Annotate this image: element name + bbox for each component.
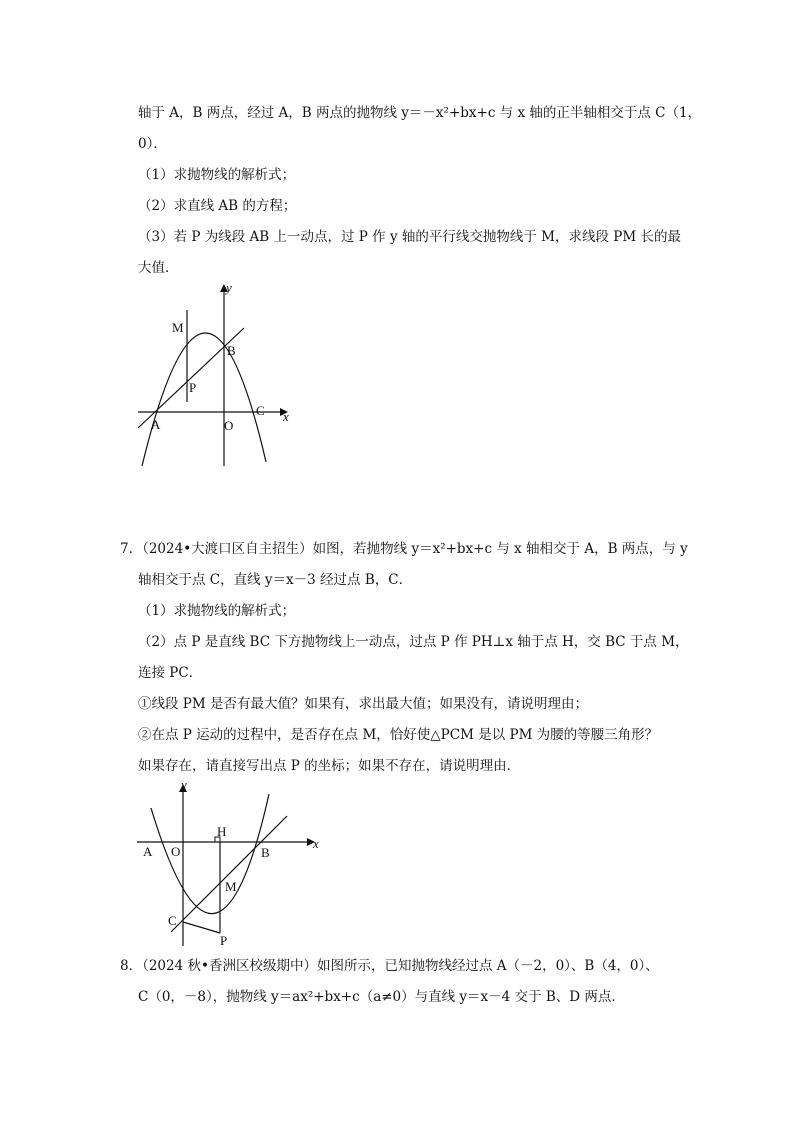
q7-line-bc <box>171 816 287 932</box>
q7-label-p: P <box>220 933 228 948</box>
q7-item-2-line-1: ②在点 P 运动的过程中，是否存在点 M，恰好使△PCM 是以 PM 为腰的等腰三角形？ <box>138 727 659 743</box>
q6-subquestion-1: （1）求抛物线的解析式； <box>138 167 296 183</box>
q6-subquestion-3-line-1: （3）若 P 为线段 AB 上一动点，过 P 作 y 轴的平行线交抛物线于 M，求线段 PM 长的最 <box>138 229 681 245</box>
q7-subquestion-2-line-2: 连接 PC． <box>138 665 203 681</box>
q7-subquestion-1: （1）求抛物线的解析式； <box>138 603 296 619</box>
q7-label-y: y <box>181 778 187 792</box>
q6-text-line-2: 0）． <box>138 136 167 152</box>
q6-label-b: B <box>227 343 236 358</box>
q6-figure <box>130 280 300 470</box>
q7-segment-pc <box>183 922 220 933</box>
q7-label-o: O <box>171 844 181 859</box>
q6-text-line-1: 轴于 A，B 两点，经过 A，B 两点的抛物线 y＝－x²+bx+c 与 x 轴的正半轴相交于点 C（1， <box>138 105 702 121</box>
q6-label-x: x <box>283 409 289 424</box>
q6-subquestion-2: （2）求直线 AB 的方程； <box>138 198 297 214</box>
q6-label-y: y <box>226 280 232 295</box>
q7-label-c: C <box>168 913 177 928</box>
q8-text-line-1: 8．（2024 秋•香洲区校级期中）如图所示，已知抛物线经过点 A（－2，0）、B（4，0）、 <box>120 958 659 974</box>
q6-label-p: P <box>189 380 197 395</box>
q7-label-m: M <box>225 879 237 894</box>
q6-label-m: M <box>172 320 184 335</box>
q7-item-1: ①线段 PM 是否有最大值？如果有，求出最大值；如果没有，请说明理由； <box>138 696 588 712</box>
q6-label-o: O <box>224 418 234 433</box>
q8-text-line-2: C（0，－8），抛物线 y＝ax²+bx+c（a≠0）与直线 y＝x－4 交于 B、D 两点． <box>138 989 625 1005</box>
q7-label-b: B <box>261 845 270 860</box>
q7-label-h: H <box>217 824 227 839</box>
q7-label-x: x <box>313 836 319 851</box>
q7-parabola <box>151 794 269 914</box>
q7-figure <box>135 778 335 948</box>
q7-subquestion-2-line-1: （2）点 P 是直线 BC 下方抛物线上一动点，过点 P 作 PH⊥x 轴于点 H，交 BC 于点 M， <box>138 634 689 650</box>
q7-text-line-1: 7．（2024•大渡口区自主招生）如图，若抛物线 y＝x²+bx+c 与 x 轴相交于 A，B 两点，与 y <box>120 541 688 557</box>
q6-label-a: A <box>151 417 161 432</box>
q6-subquestion-3-line-2: 大值． <box>138 260 179 276</box>
q6-parabola <box>142 333 266 466</box>
q7-text-line-2: 轴相交于点 C，直线 y＝x－3 经过点 B，C． <box>138 572 413 588</box>
q7-label-a: A <box>143 844 153 859</box>
q7-item-2-line-2: 如果存在，请直接写出点 P 的坐标；如果不存在，请说明理由． <box>138 758 521 774</box>
q6-label-c: C <box>256 403 265 418</box>
